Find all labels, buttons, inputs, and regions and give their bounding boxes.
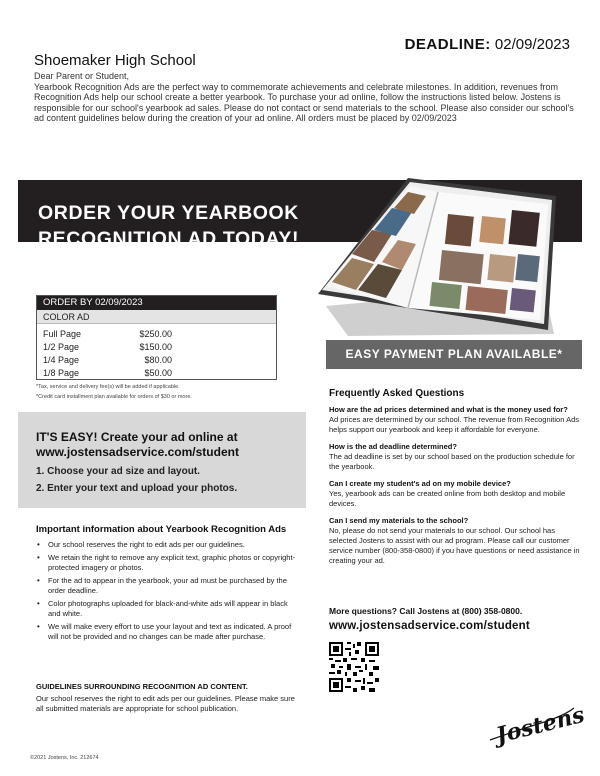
easy-url[interactable]: www.jostensadservice.com/student bbox=[36, 445, 239, 459]
price-rows bbox=[37, 324, 276, 380]
list-item: • We will make every effort to use your layout and text as indicated. A proof will not be provided and no changes can be made after purchase. bbox=[36, 622, 302, 642]
easy-box bbox=[18, 412, 306, 508]
logo-text: Jostens bbox=[493, 701, 588, 749]
payment-plan-banner: EASY PAYMENT PLAN AVAILABLE* bbox=[326, 340, 582, 369]
faq bbox=[329, 388, 581, 573]
faq-question: How is the ad deadline determined? bbox=[329, 442, 457, 451]
easy-step: 2. Enter your text and upload your photos. bbox=[36, 483, 238, 494]
deadline-label: DEADLINE: bbox=[404, 36, 491, 53]
banner-headline bbox=[38, 200, 299, 252]
contact-phone: More questions? Call Jostens at (800) 358-0800. bbox=[329, 606, 523, 616]
faq-title: Frequently Asked Questions bbox=[329, 388, 465, 399]
faq-question: Can I send my materials to the school? bbox=[329, 516, 469, 525]
price-row bbox=[37, 354, 276, 367]
contact-url[interactable]: www.jostensadservice.com/student bbox=[329, 620, 530, 632]
important-list bbox=[36, 540, 302, 642]
qr-code-icon[interactable] bbox=[329, 642, 379, 692]
price-value: $150.00 bbox=[139, 342, 172, 352]
tax-note: *Tax, service and delivery fee(s) will be added if applicable. bbox=[36, 384, 180, 390]
price-table bbox=[36, 295, 277, 380]
price-order-by: ORDER BY 02/09/2023 bbox=[37, 296, 276, 310]
easy-steps bbox=[36, 463, 306, 497]
important-info bbox=[36, 524, 302, 645]
price-row bbox=[37, 341, 276, 354]
list-item: • Our school reserves the right to edit ads per our guidelines. bbox=[36, 540, 302, 550]
price-row bbox=[37, 328, 276, 341]
list-item: • Color photographs uploaded for black-and-white ads will appear in black and white. bbox=[36, 599, 302, 619]
important-title: Important information about Yearbook Recognition Ads bbox=[36, 524, 287, 535]
deadline-date: 02/09/2023 bbox=[494, 36, 570, 53]
copyright: ©2021 Jostens, Inc. 212674 bbox=[30, 755, 99, 761]
school-name: Shoemaker High School bbox=[34, 52, 196, 69]
price-size: 1/4 Page bbox=[43, 355, 80, 365]
deadline bbox=[405, 36, 570, 53]
faq-answer: Yes, yearbook ads can be created online from both desktop and mobile devices. bbox=[329, 489, 566, 508]
faq-answer: The ad deadline is set by our school based on the production schedule for the yearbook. bbox=[329, 452, 575, 471]
price-value: $250.00 bbox=[139, 329, 172, 339]
yearbook-photo bbox=[312, 158, 560, 338]
list-item: • We retain the right to remove any explicit text, graphic photos or copyright-protected imagery or photos. bbox=[36, 553, 302, 573]
guidelines-text: Our school reserves the right to edit ads per our guidelines. Please make sure all submitted materials are appropriate for school publication. bbox=[36, 694, 295, 713]
banner-line-1: ORDER YOUR YEARBOOK bbox=[38, 202, 299, 224]
easy-title: IT'S EASY! Create your ad online at bbox=[36, 430, 238, 444]
guidelines-title: GUIDELINES SURROUNDING RECOGNITION AD CONTENT. bbox=[36, 682, 248, 691]
faq-question: Can I create my student's ad on my mobile device? bbox=[329, 479, 511, 488]
price-value: $80.00 bbox=[144, 355, 172, 365]
banner-line-2: RECOGNITION AD TODAY! bbox=[38, 228, 300, 250]
price-row bbox=[37, 367, 276, 380]
price-size: Full Page bbox=[43, 329, 82, 339]
easy-step: 1. Choose your ad size and layout. bbox=[36, 466, 200, 477]
intro-letter-text: Dear Parent or Student, Yearbook Recognition Ads are the perfect way to commemorate achievements and celebrate milestones. In addition, revenues from Recognition Ads help our school create a better yearbook. To purchase your ad online, follow the instructions listed below. Jostens is responsible for our school's yearbook ad sales. Please do not contact or send materials to the school. Please also consider our school's ad content guidelines below during the creation of your ad online. All orders must be placed by 02/09/2023 bbox=[34, 71, 574, 123]
price-size: 1/8 Page bbox=[43, 368, 80, 378]
credit-note: *Credit card installment plan available for orders of $30 or more. bbox=[36, 394, 192, 400]
faq-answer: No, please do not send your materials to our school. Our school has selected Jostens to assist with our ad program. Please call our customer service number (800-358-0800) if you have questions or need assistance in creating your ad. bbox=[329, 526, 580, 565]
intro-letter bbox=[34, 71, 574, 124]
price-value: $50.00 bbox=[144, 368, 172, 378]
price-subheading: COLOR AD bbox=[37, 310, 276, 324]
faq-question: How are the ad prices determined and what is the money used for? bbox=[329, 405, 568, 414]
price-size: 1/2 Page bbox=[43, 342, 80, 352]
list-item: • For the ad to appear in the yearbook, your ad must be purchased by the order deadline. bbox=[36, 576, 302, 596]
jostens-logo bbox=[486, 701, 588, 749]
faq-answer: Ad prices are determined by our school. The revenue from Recognition Ads helps support our yearbook and keep it affordable for everyone. bbox=[329, 415, 579, 434]
